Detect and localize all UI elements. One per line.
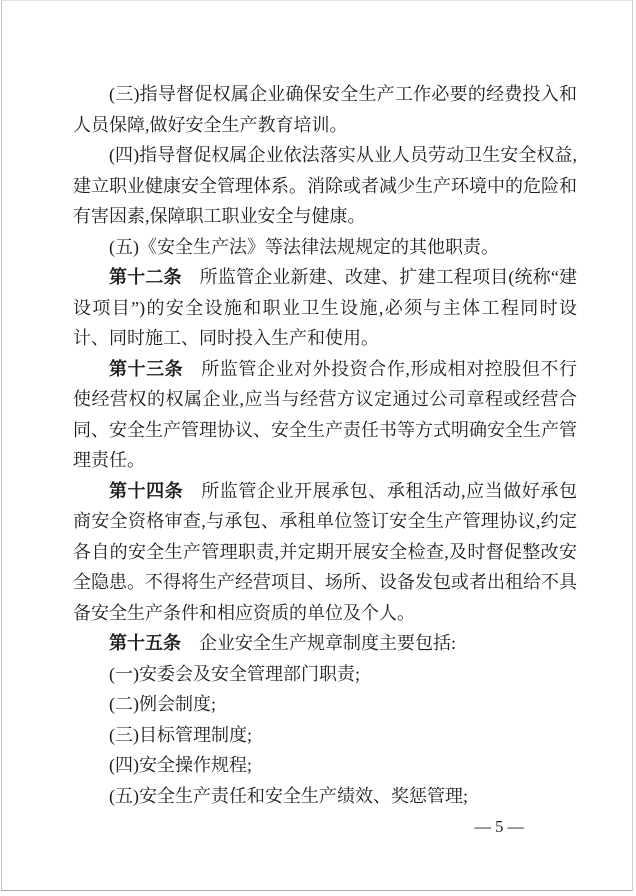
article-13-heading: 第十三条: [109, 358, 184, 379]
article-15-text: 企业安全生产规章制度主要包括:: [199, 633, 456, 653]
paragraph-item-5: (五)《安全生产法》等法律法规规定的其他职责。: [109, 236, 499, 257]
document-page: [1, 0, 633, 891]
article-14: [73, 476, 577, 629]
article-13: [73, 354, 577, 476]
list-item-1: (一)安委会及安全管理部门职责;: [109, 663, 360, 684]
page-number: — 5 —: [474, 817, 524, 836]
article-15: [73, 628, 577, 659]
list-item-3: (三)目标管理制度;: [109, 724, 252, 745]
article-12-heading: 第十二条: [109, 267, 182, 287]
article-14-heading: 第十四条: [109, 480, 184, 501]
article-12: [73, 262, 577, 354]
article-15-heading: 第十五条: [109, 633, 181, 653]
article-13-text: 所监管企业对外投资合作,形成相对控股但不行使经营权的权属企业,应当与经营方议定通过公司章程或经营合同、安全生产管理协议、安全生产责任书等方式明确安全生产管理责任。: [73, 358, 577, 470]
list-item-4: (四)安全操作规程;: [109, 755, 252, 775]
paragraph-item-4: (四)指导督促权属企业依法落实从业人员劳动卫生安全权益,建立职业健康安全管理体系。消除或者减少生产环境中的危险和有害因素,保障职工职业安全与健康。: [73, 145, 577, 226]
paragraph-item-3: (三)指导督促权属企业确保安全生产工作必要的经费投入和人员保障,做好安全生产教育培训。: [73, 84, 577, 135]
article-12-text: 所监管企业新建、改建、扩建工程项目(统称“建设项目”)的安全设施和职业卫生设施,必须与主体工程同时设计、同时施工、同时投入生产和使用。: [73, 267, 578, 348]
article-14-text: 所监管企业开展承包、承租活动,应当做好承包商安全资格审查,与承包、承租单位签订安全生产管理协议,约定各自的安全生产管理职责,并定期开展安全检查,及时督促整改安全隐患。不得将生产经营项目、场所、设备发包或者出租给不具备安全生产条件和相应资质的单位及个人。: [73, 480, 577, 623]
list-item-5: (五)安全生产责任和安全生产绩效、奖惩管理;: [109, 785, 468, 806]
document-body: [73, 79, 577, 842]
list-item-2: (二)例会制度;: [109, 694, 216, 714]
